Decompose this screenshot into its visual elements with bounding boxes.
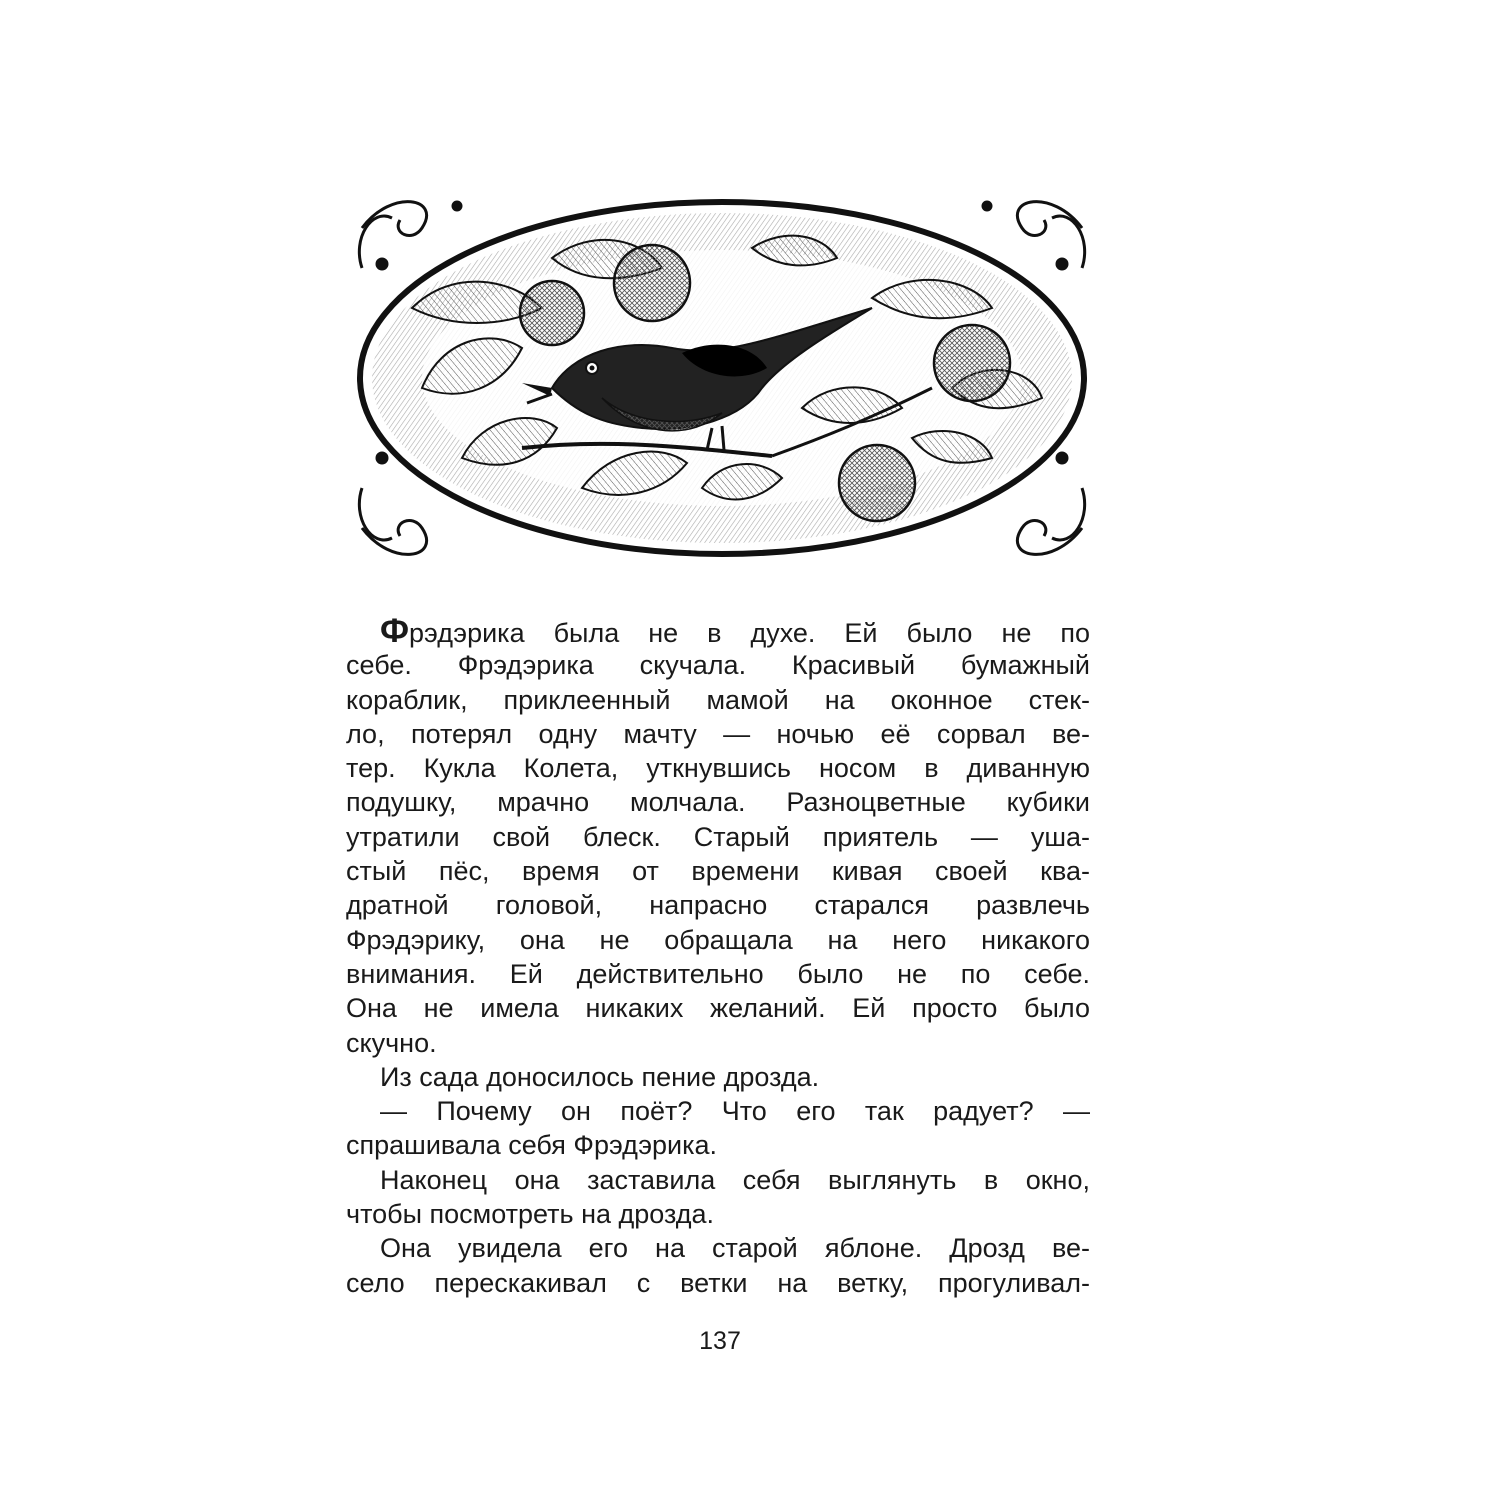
story-line: кораблик, приклеенный мамой на оконное стек-: [346, 684, 1090, 715]
story-line: Из сада доносилось пение дрозда.: [380, 1061, 820, 1092]
story-line: чтобы посмотреть на дрозда.: [346, 1199, 715, 1230]
story-line: подушку, мрачно молчала. Разноцветные кубики: [346, 787, 1090, 818]
story-text: [346, 614, 1090, 1300]
story-line: стый пёс, время от времени кивая своей ква-: [346, 856, 1090, 887]
story-line: спрашивала себя Фрэдэрика.: [346, 1130, 718, 1161]
story-line: дратной головой, напрасно старался развлечь: [346, 890, 1090, 921]
story-line: Она увидела его на старой яблоне. Дрозд ве-: [380, 1233, 1090, 1264]
story-line: тер. Кукла Колета, уткнувшись носом в диванную: [346, 753, 1090, 784]
page-number: 137: [699, 1327, 741, 1355]
story-line: Наконец она заставила себя выглянуть в окно,: [380, 1164, 1090, 1195]
story-line: себе. Фрэдэрика скучала. Красивый бумажный: [346, 650, 1090, 681]
story-line: внимания. Ей действительно было не по себе.: [346, 958, 1090, 989]
story-line: — Почему он поёт? Что его так радует? —: [380, 1096, 1090, 1127]
story-line: Она не имела никаких желаний. Ей просто было: [346, 993, 1090, 1024]
story-line: утратили свой блеск. Старый приятель — уша-: [346, 821, 1090, 852]
story-line: Фрэдэрика была не в духе. Ей было не по: [380, 612, 1090, 650]
thrush-illustration: [352, 188, 1092, 568]
story-line: скучно.: [346, 1027, 437, 1058]
story-line: Фрэдэрику, она не обращала на него никакого: [346, 924, 1090, 955]
drop-cap: Ф: [380, 612, 410, 650]
story-line: ло, потерял одну мачту — ночью её сорвал ве-: [346, 718, 1090, 749]
story-line: село перескакивал с ветки на ветку, прогуливал-: [346, 1267, 1090, 1298]
